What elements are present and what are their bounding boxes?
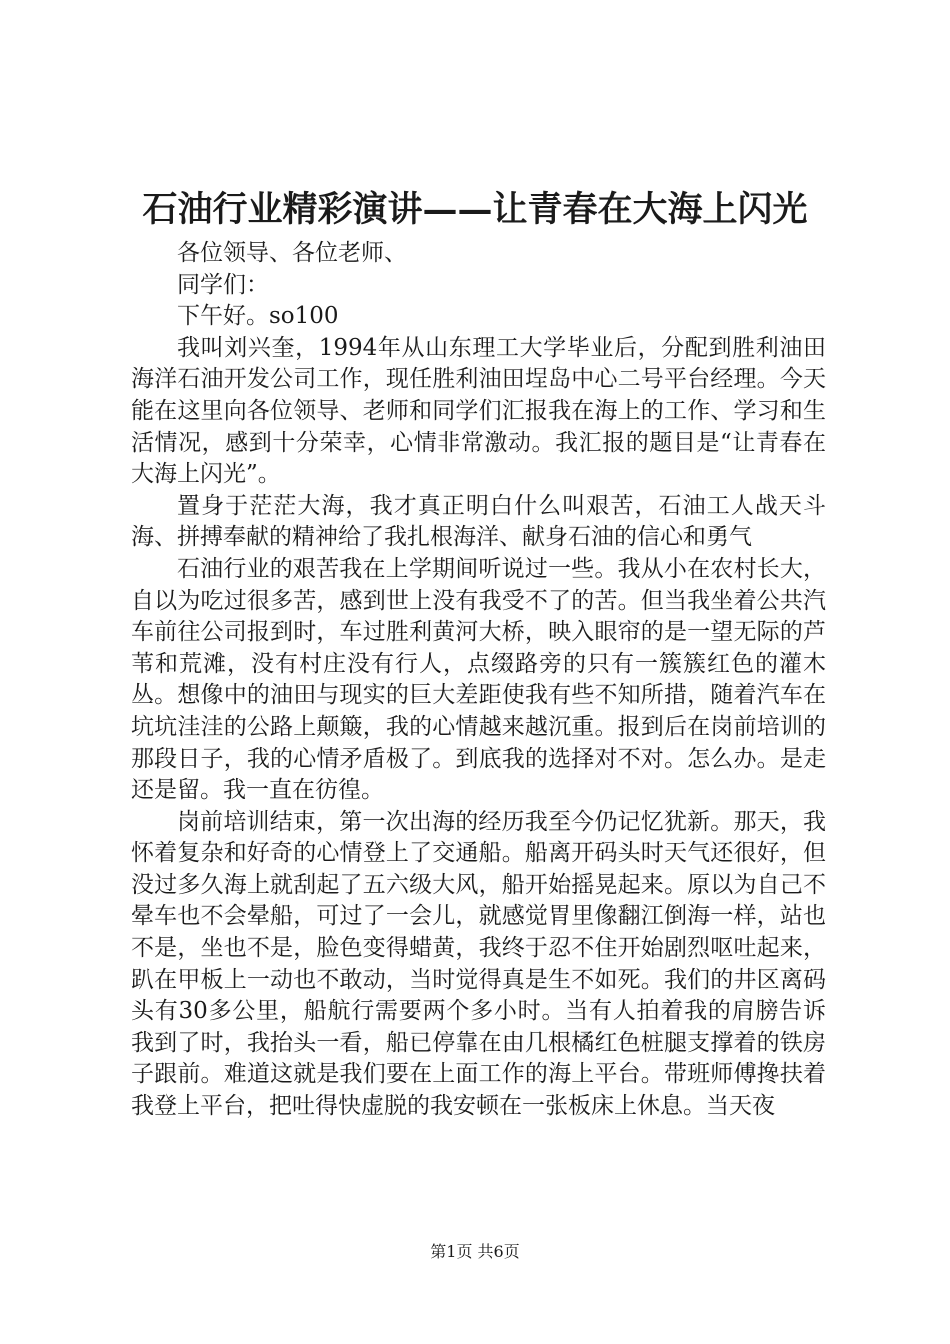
paragraph: 岗前培训结束，第一次出海的经历我至今仍记忆犹新。那天，我怀着复杂和好奇的心情登上了交通船。船离开码头时天气还很好，但没过多久海上就刮起了五六级大风，船开始摇晃起来。原以为自己不晕车也不会晕船，可过了一会儿，就感觉胃里像翻江倒海一样，站也不是，坐也不是，脸色变得蜡黄，我终于忍不住开始剧烈呕吐起来，趴在甲板上一动也不敢动，当时觉得真是生不如死。我们的井区离码头有30多公里，船航行需要两个多小时。当有人拍着我的肩膀告诉我到了时，我抬头一看，船已停靠在由几根橘红色桩腿支撑着的铁房子跟前。难道这就是我们要在上面工作的海上平台。带班师傅搀扶着我登上平台，把吐得快虚脱的我安顿在一张板床上休息。当天夜 xyxy=(131,808,826,1120)
greeting-line: 各位领导、各位老师、 xyxy=(177,240,407,266)
document-body xyxy=(131,238,826,1123)
paragraph: 石油行业的艰苦我在上学期间听说过一些。我从小在农村长大，自以为吃过很多苦，感到世上没有我受不了的苦。但当我坐着公共汽车前往公司报到时，车过胜利黄河大桥，映入眼帘的是一望无际的芦苇和荒滩，没有村庄没有行人，点缀路旁的只有一簇簇红色的灌木丛。想像中的油田与现实的巨大差距使我有些不知所措，随着汽车在坑坑洼洼的公路上颠簸，我的心情越来越沉重。报到后在岗前培训的那段日子，我的心情矛盾极了。到底我的选择对不对。怎么办。是走还是留。我一直在彷徨。 xyxy=(131,555,826,804)
page-footer: 第1页 共6页 xyxy=(430,1242,520,1261)
paragraph: 我叫刘兴奎，1994年从山东理工大学毕业后，分配到胜利油田海洋石油开发公司工作，现任胜利油田埕岛中心二号平台经理。今天能在这里向各位领导、老师和同学们汇报我在海上的工作、学习和生活情况，感到十分荣幸，心情非常激动。我汇报的题目是“让青春在大海上闪光”。 xyxy=(131,334,826,488)
paragraph: 置身于茫茫大海，我才真正明白什么叫艰苦，石油工人战天斗海、拼搏奉献的精神给了我扎根海洋、献身石油的信心和勇气 xyxy=(131,492,826,551)
greeting-line: 同学们： xyxy=(177,271,269,298)
document-title: 石油行业精彩演讲——让青春在大海上闪光 xyxy=(142,189,808,230)
greeting-line: 下午好。so100 xyxy=(177,303,339,330)
